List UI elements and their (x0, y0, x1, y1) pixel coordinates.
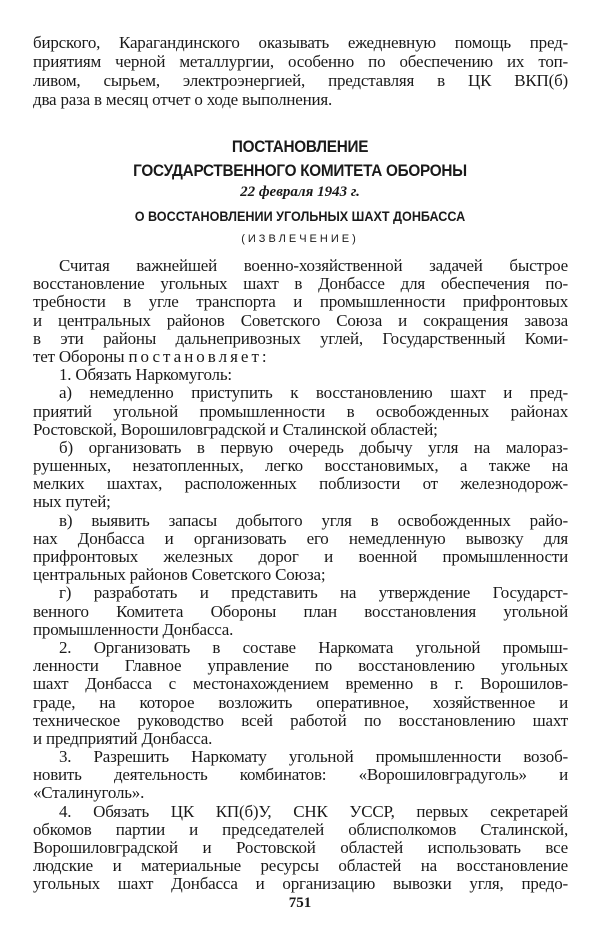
text-line: и предприятий Донбасса. (33, 728, 213, 748)
text-line: новить деятельность комбинатов: «Ворошиловградуголь» и (33, 765, 568, 785)
text-line: требности в угле транспорта и промышленности прифронтовых (33, 292, 568, 312)
excerpt-note: (ИЗВЛЕЧЕНИЕ) (241, 233, 359, 245)
paragraph-first-line: Считая важнейшей военно-хозяйственной задачей быстрое (59, 256, 568, 275)
emphasized-word: постановляет (128, 346, 262, 366)
text-line: бирского, Карагандинского оказывать ежедневную помощь пред- (33, 33, 568, 52)
text-line: обкомов партии и председателей облисполкомов Сталинской, (33, 819, 568, 839)
title-line-1: ПОСТАНОВЛЕНИЕ (231, 137, 369, 156)
text-line: прифронтовых железных дорог и военной промышленности (33, 547, 568, 566)
text-line: Ростовской, Ворошиловградской и Сталинской областей; (33, 419, 438, 439)
text-line: рушенных, незатопленных, легко восстановимых, а также на (33, 456, 568, 476)
text-line: венного Комитета Обороны план восстановления угольной (33, 601, 568, 621)
text-line: ливом, сырьем, электроэнергией, представляя в ЦК ВКП(б) (33, 71, 568, 90)
decree-body (33, 257, 568, 894)
paragraph-first-line: г) разработать и представить на утверждение Государст- (59, 583, 568, 603)
text-line (33, 348, 568, 366)
text-line: угольных шахт Донбасса и организацию вывозки угля, предо- (33, 874, 568, 894)
text-line: техническое руководство всей работой по восстановлению шахт (33, 710, 568, 730)
text-line: центральных районов Советского Союза; (33, 565, 326, 585)
text-line: и центральных районов Советского Союза и сокращения завоза (33, 310, 568, 330)
paragraph-first-line: б) организовать в первую очередь добычу угля на малораз- (59, 437, 568, 457)
text-segment: тет Обороны (33, 346, 129, 366)
title-line-2: ГОСУДАРСТВЕННОГО КОМИТЕТА ОБОРОНЫ (133, 161, 467, 180)
text-line: ленности Главное управление по восстановлению угольных (33, 656, 568, 676)
page-number: 751 (288, 895, 312, 911)
text-line: приятий угольной промышленности в освобожденных районах (33, 401, 568, 421)
paragraph-first-line: 1. Обязать Наркомуголь: (59, 365, 232, 385)
text-line: приятиям черной металлургии, особенно по обеспечению их топ- (33, 52, 568, 71)
text-line: людские и материальные ресурсы областей на восстановление (33, 856, 568, 876)
paragraph-first-line: а) немедленно приступить к восстановлению шахт и пред- (59, 383, 568, 403)
text-line: ных путей; (33, 492, 111, 512)
intro-paragraph (33, 33, 568, 109)
text-line: нах Донбасса и организовать его немедленную вывозку для (33, 528, 568, 548)
paragraph-first-line: 3. Разрешить Наркомату угольной промышленности возоб- (59, 747, 568, 767)
paragraph-first-line: в) выявить запасы добытого угля в освобожденных райо- (59, 510, 568, 530)
text-line: граде, на которое возложить оперативное, хозяйственное и (33, 692, 568, 712)
text-segment: : (261, 346, 267, 366)
text-line: в эти районы дальнепривозных углей, Государственный Коми- (33, 328, 568, 348)
text-line: мелких шахтах, расположенных поблизости от железнодорож- (33, 474, 568, 494)
decree-subject: О ВОССТАНОВЛЕНИИ УГОЛЬНЫХ ШАХТ ДОНБАССА (134, 208, 466, 224)
text-line: восстановление угольных шахт в Донбассе для обеспечения по- (33, 274, 568, 294)
text-line: «Сталинуголь». (33, 783, 145, 803)
text-line: два раза в месяц отчет о ходе выполнения. (33, 90, 333, 109)
paragraph-first-line: 4. Обязать ЦК КП(б)У, СНК УССР, первых секретарей (59, 801, 568, 821)
text-line: шахт Донбасса с местонахождением временно в г. Ворошилов- (33, 674, 568, 694)
paragraph-first-line: 2. Организовать в составе Наркомата угольной промыш- (59, 637, 568, 657)
text-line: Ворошиловградской и Ростовской областей использовать все (33, 838, 568, 857)
text-line: промышленности Донбасса. (33, 619, 234, 639)
decree-date: 22 февраля 1943 г. (240, 184, 360, 200)
